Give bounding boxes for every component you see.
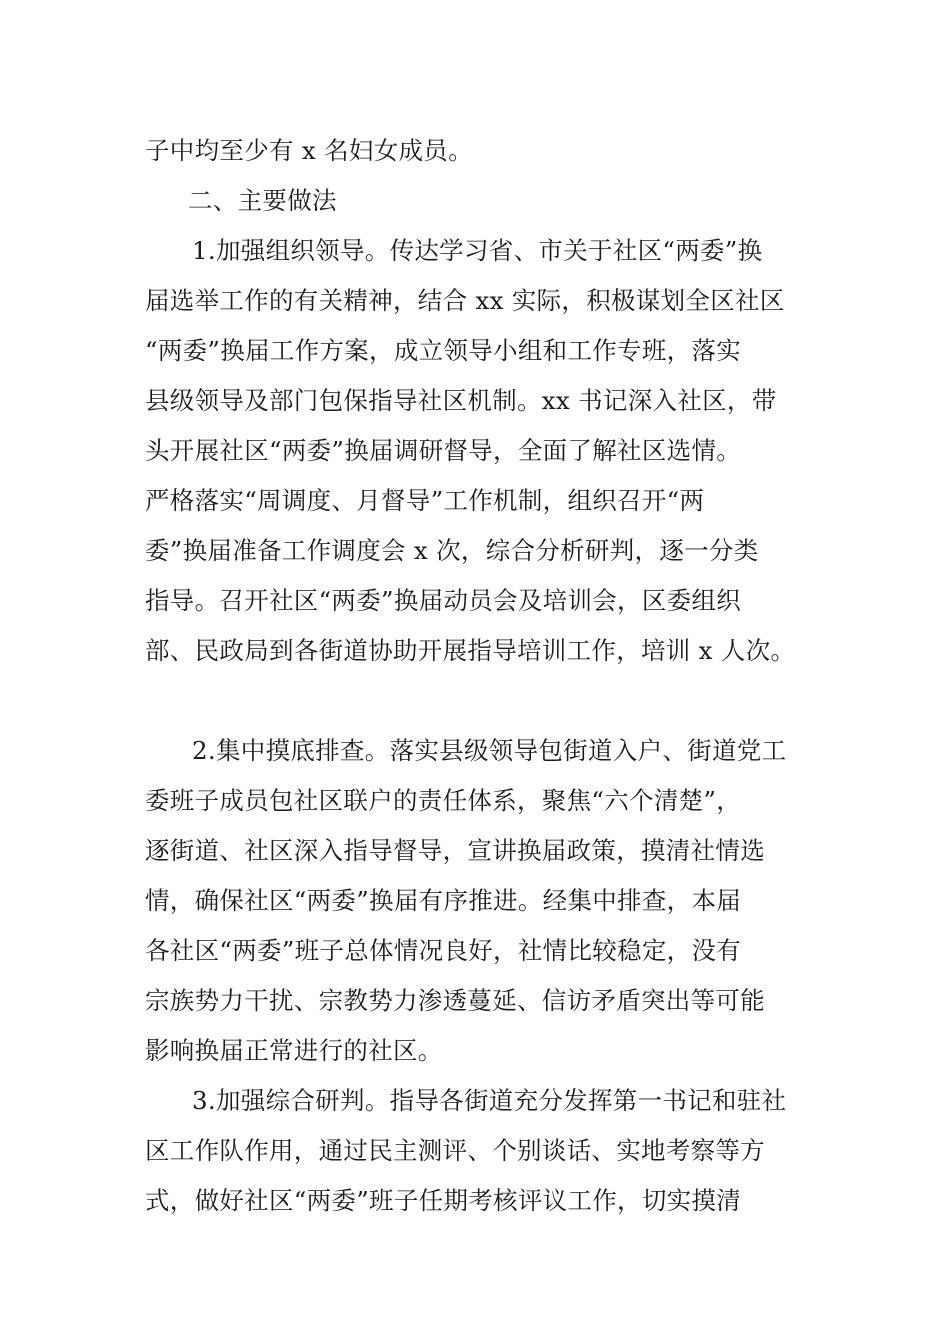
paragraph-1-line-6: 严格落实“周调度、月督导”工作机制，组织召开“两	[145, 486, 705, 515]
paragraph-1-line-4: 县级领导及部门包保指导社区机制。xx 书记深入社区，带	[145, 386, 777, 415]
paragraph-2-line-2: 委班子成员包社区联户的责任体系，聚焦“六个清楚”，	[145, 786, 742, 815]
text-line-1: 子中均至少有 x 名妇女成员。	[145, 136, 473, 165]
paragraph-2-line-3: 逐街道、社区深入指导督导，宣讲换届政策，摸清社情选	[145, 836, 765, 865]
paragraph-3-line-1: 3.加强综合研判。指导各街道充分发挥第一书记和驻社	[192, 1086, 787, 1115]
paragraph-3-line-3: 式，做好社区“两委”班子任期考核评议工作，切实摸清	[145, 1186, 742, 1215]
paragraph-1-line-2: 届选举工作的有关精神，结合 xx 实际，积极谋划全区社区	[145, 286, 785, 315]
paragraph-2-line-6: 宗族势力干扰、宗教势力渗透蔓延、信访矛盾突出等可能	[145, 986, 765, 1015]
paragraph-1-line-1: 1.加强组织领导。传达学习省、市关于社区“两委”换	[192, 236, 763, 265]
section-heading: 二、主要做法	[188, 186, 337, 215]
paragraph-2-line-5: 各社区“两委”班子总体情况良好，社情比较稳定，没有	[145, 936, 742, 965]
paragraph-1-line-7: 委”换届准备工作调度会 x 次，综合分析研判，逐一分类	[145, 536, 759, 565]
paragraph-1-line-5: 头开展社区“两委”换届调研督导，全面了解社区选情。	[145, 436, 742, 465]
paragraph-2-line-7: 影响换届正常进行的社区。	[145, 1036, 443, 1065]
paragraph-2-line-4: 情，确保社区“两委”换届有序推进。经集中排查，本届	[145, 886, 742, 915]
paragraph-2-line-1: 2.集中摸底排查。落实县级领导包街道入户、街道党工	[192, 736, 787, 765]
paragraph-1-line-3: “两委”换届工作方案，成立领导小组和工作专班，落实	[145, 336, 742, 365]
paragraph-1-line-9: 部、民政局到各街道协助开展指导培训工作，培训 x 人次。	[145, 636, 796, 665]
paragraph-1-line-8: 指导。召开社区“两委”换届动员会及培训会，区委组织	[145, 586, 742, 615]
paragraph-3-line-2: 区工作队作用，通过民主测评、个别谈话、实地考察等方	[145, 1136, 765, 1165]
